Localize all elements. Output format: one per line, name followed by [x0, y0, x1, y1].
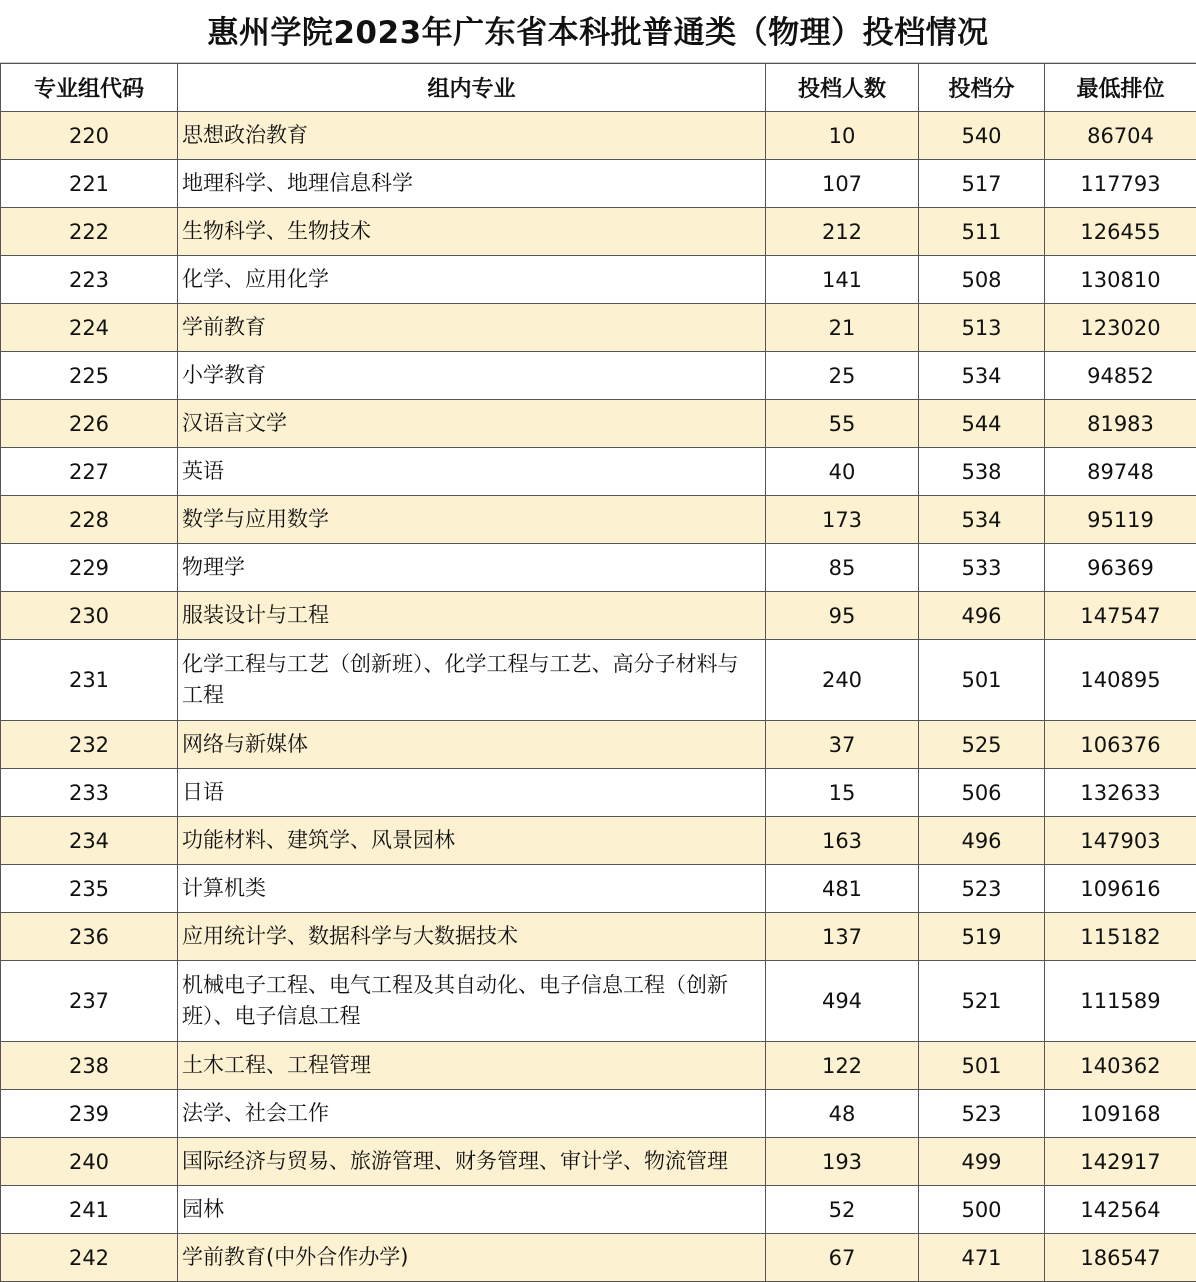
cell-count: 48: [766, 1090, 919, 1138]
cell-score: 519: [919, 913, 1045, 961]
cell-count: 85: [766, 544, 919, 592]
cell-rank: 89748: [1045, 448, 1196, 496]
cell-code: 227: [1, 448, 178, 496]
cell-majors: 应用统计学、数据科学与大数据技术: [178, 913, 766, 961]
table-row: [1, 256, 1196, 304]
table-row: [1, 865, 1196, 913]
cell-rank: 81983: [1045, 400, 1196, 448]
cell-majors: 园林: [178, 1186, 766, 1234]
cell-count: 21: [766, 304, 919, 352]
cell-code: 220: [1, 112, 178, 160]
cell-code: 237: [1, 961, 178, 1042]
cell-code: 222: [1, 208, 178, 256]
header-row: [1, 64, 1196, 112]
cell-majors: 土木工程、工程管理: [178, 1042, 766, 1090]
cell-rank: 147547: [1045, 592, 1196, 640]
table-row: [1, 352, 1196, 400]
cell-code: 221: [1, 160, 178, 208]
cell-rank: 126455: [1045, 208, 1196, 256]
cell-majors: 化学工程与工艺（创新班）、化学工程与工艺、高分子材料与工程: [178, 640, 766, 721]
cell-majors: 法学、社会工作: [178, 1090, 766, 1138]
cell-rank: 95119: [1045, 496, 1196, 544]
cell-code: 241: [1, 1186, 178, 1234]
cell-score: 540: [919, 112, 1045, 160]
cell-rank: 142564: [1045, 1186, 1196, 1234]
cell-score: 534: [919, 352, 1045, 400]
header-majors: 组内专业: [178, 64, 766, 112]
cell-code: 228: [1, 496, 178, 544]
cell-rank: 86704: [1045, 112, 1196, 160]
cell-score: 501: [919, 640, 1045, 721]
cell-majors: 学前教育(中外合作办学): [178, 1234, 766, 1282]
cell-score: 533: [919, 544, 1045, 592]
cell-rank: 115182: [1045, 913, 1196, 961]
table-row: [1, 160, 1196, 208]
cell-code: 233: [1, 769, 178, 817]
cell-count: 193: [766, 1138, 919, 1186]
cell-majors: 功能材料、建筑学、风景园林: [178, 817, 766, 865]
cell-count: 95: [766, 592, 919, 640]
cell-count: 37: [766, 721, 919, 769]
cell-count: 481: [766, 865, 919, 913]
table-row: [1, 961, 1196, 1042]
cell-majors: 小学教育: [178, 352, 766, 400]
cell-code: 240: [1, 1138, 178, 1186]
table-row: [1, 400, 1196, 448]
cell-rank: 123020: [1045, 304, 1196, 352]
table-row: [1, 1090, 1196, 1138]
cell-count: 137: [766, 913, 919, 961]
cell-score: 523: [919, 865, 1045, 913]
cell-code: 242: [1, 1234, 178, 1282]
cell-rank: 140895: [1045, 640, 1196, 721]
cell-majors: 机械电子工程、电气工程及其自动化、电子信息工程（创新班）、电子信息工程: [178, 961, 766, 1042]
cell-code: 224: [1, 304, 178, 352]
cell-rank: 109616: [1045, 865, 1196, 913]
table-row: [1, 448, 1196, 496]
cell-rank: 132633: [1045, 769, 1196, 817]
cell-rank: 94852: [1045, 352, 1196, 400]
cell-score: 517: [919, 160, 1045, 208]
cell-count: 494: [766, 961, 919, 1042]
header-score: 投档分: [919, 64, 1045, 112]
cell-majors: 日语: [178, 769, 766, 817]
cell-majors: 计算机类: [178, 865, 766, 913]
table-row: [1, 721, 1196, 769]
cell-majors: 数学与应用数学: [178, 496, 766, 544]
cell-majors: 国际经济与贸易、旅游管理、财务管理、审计学、物流管理: [178, 1138, 766, 1186]
cell-count: 107: [766, 160, 919, 208]
header-rank: 最低排位: [1045, 64, 1196, 112]
table-row: [1, 1138, 1196, 1186]
table-row: [1, 112, 1196, 160]
cell-count: 55: [766, 400, 919, 448]
cell-code: 230: [1, 592, 178, 640]
admission-table: [0, 63, 1196, 1282]
cell-majors: 学前教育: [178, 304, 766, 352]
cell-majors: 思想政治教育: [178, 112, 766, 160]
cell-code: 223: [1, 256, 178, 304]
cell-score: 496: [919, 592, 1045, 640]
cell-rank: 140362: [1045, 1042, 1196, 1090]
table-row: [1, 913, 1196, 961]
cell-code: 238: [1, 1042, 178, 1090]
cell-score: 521: [919, 961, 1045, 1042]
header-count: 投档人数: [766, 64, 919, 112]
cell-code: 232: [1, 721, 178, 769]
cell-score: 471: [919, 1234, 1045, 1282]
cell-score: 523: [919, 1090, 1045, 1138]
cell-majors: 服装设计与工程: [178, 592, 766, 640]
cell-rank: 106376: [1045, 721, 1196, 769]
cell-score: 506: [919, 769, 1045, 817]
cell-code: 226: [1, 400, 178, 448]
cell-code: 236: [1, 913, 178, 961]
cell-majors: 化学、应用化学: [178, 256, 766, 304]
cell-rank: 96369: [1045, 544, 1196, 592]
cell-majors: 网络与新媒体: [178, 721, 766, 769]
cell-count: 240: [766, 640, 919, 721]
cell-score: 511: [919, 208, 1045, 256]
cell-code: 229: [1, 544, 178, 592]
cell-majors: 地理科学、地理信息科学: [178, 160, 766, 208]
table-row: [1, 817, 1196, 865]
cell-count: 141: [766, 256, 919, 304]
cell-score: 525: [919, 721, 1045, 769]
cell-score: 513: [919, 304, 1045, 352]
header-code: 专业组代码: [1, 64, 178, 112]
cell-count: 25: [766, 352, 919, 400]
table-row: [1, 304, 1196, 352]
cell-rank: 147903: [1045, 817, 1196, 865]
cell-score: 538: [919, 448, 1045, 496]
cell-score: 534: [919, 496, 1045, 544]
cell-score: 501: [919, 1042, 1045, 1090]
cell-code: 235: [1, 865, 178, 913]
table-title: 惠州学院2023年广东省本科批普通类（物理）投档情况: [0, 0, 1196, 63]
cell-rank: 117793: [1045, 160, 1196, 208]
cell-majors: 汉语言文学: [178, 400, 766, 448]
cell-code: 239: [1, 1090, 178, 1138]
cell-majors: 英语: [178, 448, 766, 496]
cell-count: 52: [766, 1186, 919, 1234]
cell-count: 212: [766, 208, 919, 256]
cell-rank: 109168: [1045, 1090, 1196, 1138]
cell-majors: 物理学: [178, 544, 766, 592]
cell-count: 15: [766, 769, 919, 817]
cell-majors: 生物科学、生物技术: [178, 208, 766, 256]
table-row: [1, 1186, 1196, 1234]
cell-count: 163: [766, 817, 919, 865]
table-row: [1, 640, 1196, 721]
cell-score: 499: [919, 1138, 1045, 1186]
cell-score: 496: [919, 817, 1045, 865]
table-row: [1, 1234, 1196, 1282]
table-row: [1, 496, 1196, 544]
table-row: [1, 769, 1196, 817]
table-row: [1, 208, 1196, 256]
cell-rank: 111589: [1045, 961, 1196, 1042]
table-row: [1, 544, 1196, 592]
cell-count: 10: [766, 112, 919, 160]
cell-rank: 142917: [1045, 1138, 1196, 1186]
cell-code: 225: [1, 352, 178, 400]
table-row: [1, 1042, 1196, 1090]
cell-score: 508: [919, 256, 1045, 304]
cell-count: 173: [766, 496, 919, 544]
table-row: [1, 592, 1196, 640]
cell-rank: 186547: [1045, 1234, 1196, 1282]
cell-score: 544: [919, 400, 1045, 448]
cell-count: 122: [766, 1042, 919, 1090]
cell-code: 231: [1, 640, 178, 721]
cell-count: 40: [766, 448, 919, 496]
cell-count: 67: [766, 1234, 919, 1282]
cell-rank: 130810: [1045, 256, 1196, 304]
cell-code: 234: [1, 817, 178, 865]
cell-score: 500: [919, 1186, 1045, 1234]
